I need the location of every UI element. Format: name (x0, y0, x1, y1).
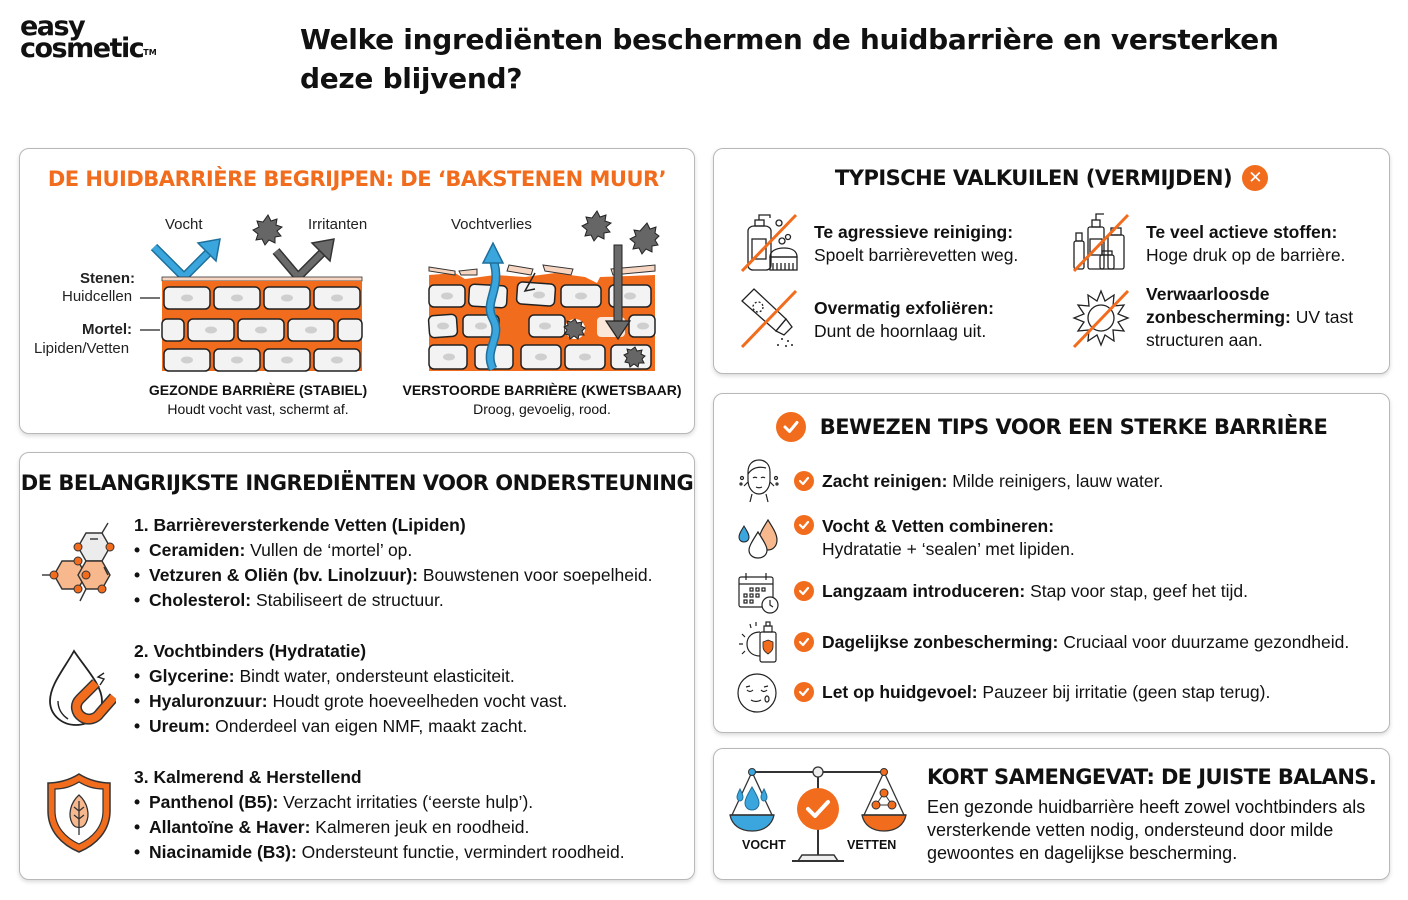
pitfall-desc: Spoelt barrièrevetten weg. (814, 245, 1019, 265)
pitfall-title-line2: zonbescherming: (1146, 307, 1291, 327)
ingredient-item: • Ureum: Onderdeel van eigen NMF, maakt zacht. (134, 714, 567, 739)
sun-sunscreen-icon (736, 620, 782, 664)
label-mortar: Lipiden/Vetten (34, 340, 130, 357)
summary-panel (713, 748, 1390, 880)
barrier-explainer-panel (19, 148, 695, 434)
pitfall-title: Te agressieve reiniging: (814, 222, 1014, 242)
tip-text (822, 580, 1248, 603)
label-bricks: Huidcellen (62, 288, 133, 305)
pitfall-title: Overmatig exfoliëren: (814, 298, 994, 318)
tip-desc: Cruciaal voor duurzame gezondheid. (1058, 632, 1350, 652)
tip-desc: Hydratatie + ‘sealen’ met lipiden. (822, 539, 1075, 559)
damaged-barrier-caption (398, 381, 686, 419)
scale-label-fats: VETTEN (847, 838, 897, 852)
molecule-icon (38, 521, 118, 611)
irritant-reflect-arrow-icon (276, 239, 334, 277)
pitfalls-panel-title: TYPISCHE VALKUILEN (VERMIJDEN) ✕ (714, 165, 1389, 191)
brand-logo (20, 11, 157, 64)
ingredient-group-heading: 1. Barrièreversterkende Vetten (Lipiden) (134, 515, 466, 535)
pitfall-title: Te veel actieve stoffen: (1146, 222, 1338, 242)
tip-title: Langzaam introduceren: (822, 581, 1026, 601)
label-mortar-bold: Mortel: (82, 321, 132, 338)
label-moisture-loss: Vochtverlies (451, 216, 532, 233)
pitfall-text (1146, 221, 1345, 267)
healthy-barrier-caption (138, 381, 378, 419)
tip-text (822, 681, 1270, 704)
damaged-caption-text: Droog, gevoelig, rood. (473, 401, 611, 417)
proven-tips-panel (713, 393, 1390, 733)
avoid-x-icon: ✕ (1242, 165, 1268, 191)
check-circle-icon (794, 632, 814, 652)
scale-label-moisture: VOCHT (742, 838, 786, 852)
page-title: Welke ingrediënten beschermen de huidbarrière en versterken deze blijvend? (300, 23, 1279, 95)
calendar-clock-icon (736, 571, 782, 615)
tip-text (822, 515, 1075, 561)
ingredient-item: • Niacinamide (B3): Ondersteunt functie, vermindert roodheid. (134, 840, 625, 865)
logo-line-2: cosmetic™ (20, 33, 157, 64)
barrier-panel-title: DE HUIDBARRIÈRE BEGRIJPEN: DE ‘BAKSTENEN MUUR’ (47, 167, 667, 191)
tip-desc: Stap voor stap, geef het tijd. (1025, 581, 1249, 601)
sun-crossed-icon (1070, 287, 1132, 349)
summary-body: Een gezonde huidbarrière heeft zowel vochtbinders als versterkende vetten nodig, ondersteund door milde gewoontes en dagelijkse bescherming. (927, 797, 1366, 863)
tip-title: Dagelijkse zonbescherming: (822, 632, 1059, 652)
ingredient-group-text (134, 513, 652, 613)
ingredient-item: • Ceramiden: Vullen de ‘mortel’ op. (134, 538, 652, 563)
tip-text (822, 470, 1163, 493)
label-irritants: Irritanten (308, 216, 368, 233)
ingredient-group-heading: 3. Kalmerend & Herstellend (134, 767, 362, 787)
check-circle-icon (794, 471, 814, 491)
healthy-caption-text: Houdt vocht vast, schermt af. (167, 401, 349, 417)
ingredient-item: • Allantoïne & Haver: Kalmeren jeuk en roodheid. (134, 815, 625, 840)
water-drop-magnet-icon (44, 647, 116, 727)
check-circle-icon (794, 682, 814, 702)
calm-face-icon (736, 671, 782, 715)
tips-panel-title: BEWEZEN TIPS VOOR EEN STERKE BARRIÈRE (714, 412, 1389, 442)
logo-line-1: easy (20, 11, 85, 42)
pitfall-desc-inline: UV tast (1290, 307, 1354, 327)
damaged-caption-title: VERSTOORDE BARRIÈRE (KWETSBAAR) (402, 382, 682, 398)
ingredient-item: • Glycerine: Bindt water, ondersteunt elasticiteit. (134, 664, 567, 689)
exfoliant-tube-crossed-icon (738, 287, 800, 349)
pitfalls-panel (713, 148, 1390, 374)
tip-desc: Milde reinigers, lauw water. (947, 471, 1164, 491)
healthy-caption-title: GEZONDE BARRIÈRE (STABIEL) (148, 382, 368, 398)
moisture-reflect-arrow-icon (154, 239, 220, 277)
check-circle-icon (794, 515, 814, 535)
tip-desc: Pauzeer bij irritatie (geen stap terug). (977, 682, 1271, 702)
cleanser-brush-crossed-icon (738, 211, 800, 273)
many-bottles-crossed-icon (1070, 211, 1132, 273)
trademark: TM (143, 48, 157, 57)
ingredient-group-heading: 2. Vochtbinders (Hydratatie) (134, 641, 367, 661)
ingredient-group-text (134, 765, 625, 865)
pitfall-text (814, 297, 994, 343)
check-circle-icon (794, 581, 814, 601)
ingredient-item: • Vetzuren & Oliën (bv. Linolzuur): Bouwstenen voor soepelheid. (134, 563, 652, 588)
label-bricks-bold: Stenen: (80, 270, 136, 287)
key-ingredients-panel (19, 452, 695, 880)
damaged-barrier-diagram (425, 209, 660, 374)
pitfall-text (1146, 283, 1353, 352)
tip-title: Vocht & Vetten combineren: (822, 516, 1055, 536)
ingredient-item: • Hyaluronzuur: Houdt grote hoeveelheden vocht vast. (134, 689, 567, 714)
ingredients-panel-title: DE BELANGRIJKSTE INGREDIËNTEN VOOR ONDERSTEUNING (20, 471, 694, 495)
pitfall-text (814, 221, 1018, 267)
tip-text (822, 631, 1349, 654)
tip-title: Zacht reinigen: (822, 471, 948, 491)
water-oil-drops-icon (736, 516, 782, 560)
ingredient-item: • Cholesterol: Stabiliseert de structuur. (134, 588, 652, 613)
label-moisture: Vocht (165, 216, 203, 233)
pitfall-desc: structuren aan. (1146, 330, 1263, 350)
ingredient-group-text (134, 639, 567, 739)
check-circle-icon (776, 412, 806, 442)
balance-scale-icon (728, 759, 908, 871)
healthy-barrier-diagram (140, 209, 370, 374)
irritant-particle-icon (253, 215, 282, 245)
face-wash-icon (736, 458, 782, 504)
tip-title: Let op huidgevoel: (822, 682, 978, 702)
pitfall-desc: Dunt de hoornlaag uit. (814, 321, 987, 341)
ingredient-item: • Panthenol (B5): Verzacht irritaties (‘eerste hulp’). (134, 790, 625, 815)
pitfall-title-line1: Verwaarloosde (1146, 284, 1270, 304)
shield-leaf-icon (44, 771, 114, 855)
pitfall-desc: Hoge druk op de barrière. (1146, 245, 1346, 265)
summary-title: KORT SAMENGEVAT: DE JUISTE BALANS. (927, 765, 1377, 789)
